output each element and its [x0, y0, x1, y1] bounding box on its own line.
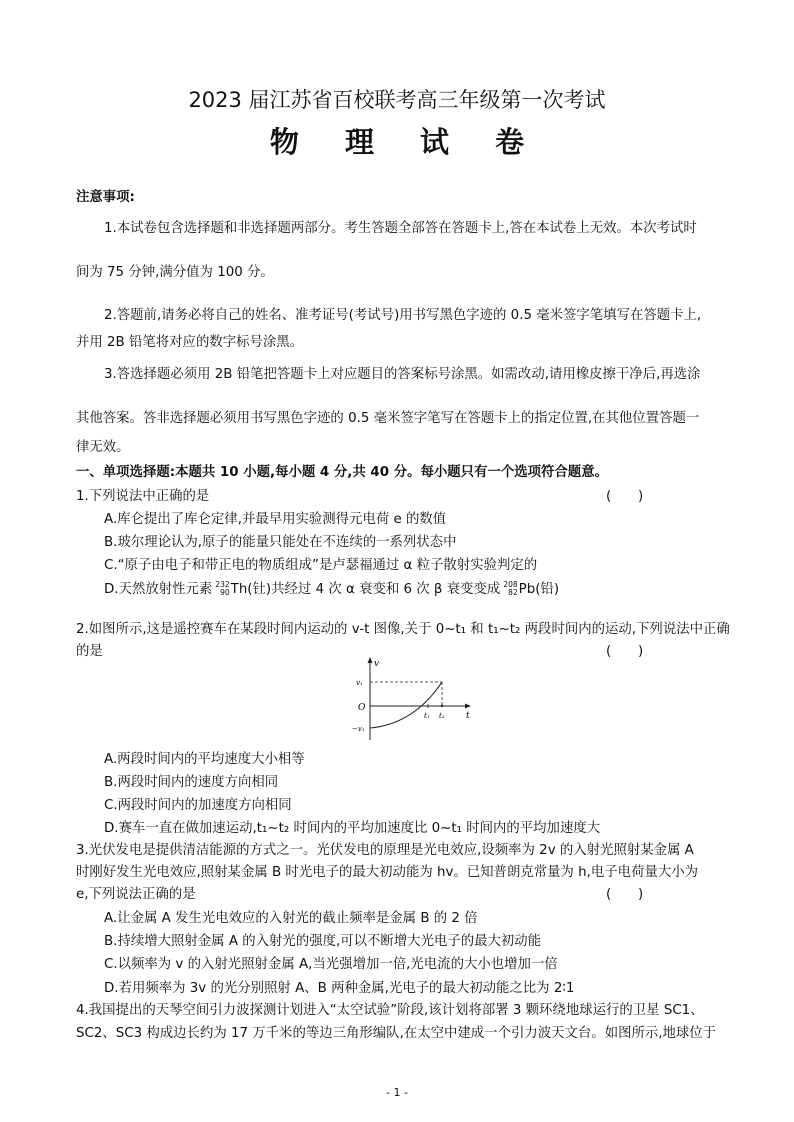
note-1-line-2: 间为 75 分钟,满分值为 100 分。	[76, 265, 274, 280]
v1-label: v₁	[356, 679, 363, 687]
q3-option-d: D.若用频率为 3v 的光分别照射 A、B 两种金属,光电子的最大初动能之比为 2∶1	[104, 981, 575, 996]
q3-stem-line-2: 时刚好发生光电效应,照射某金属 B 时光电子的最大初动能为 hv。已知普朗克常量为 h,电子电荷量大小为	[76, 865, 699, 880]
q1-option-a: A.库仑提出了库仑定律,并最早用实验测得元电荷 e 的数值	[104, 512, 447, 527]
q3-stem-line-3: e,下列说法正确的是	[76, 887, 196, 902]
q3-option-b: B.持续增大照射金属 A 的入射光的强度,可以不断增大光电子的最大初动能	[104, 934, 542, 949]
t2-point	[441, 705, 443, 707]
q1-option-c: C.“原子由电子和带正电的物质组成”是卢瑟福通过 α 粒子散射实验判定的	[104, 558, 538, 573]
thorium-atomic-number: 90	[220, 588, 230, 597]
lead-nuclide	[503, 581, 517, 597]
t1-label: t₁	[424, 712, 430, 720]
t-axis-label: t	[466, 711, 470, 721]
origin-label: O	[358, 703, 366, 713]
q1-option-d	[104, 578, 559, 597]
thorium-nuclide	[215, 581, 229, 597]
section-1-heading: 一、单项选择题:本题共 10 小题,每小题 4 分,共 40 分。每小题只有一个选项符合题意。	[76, 465, 608, 480]
q3-option-c: C.以频率为 v 的入射光照射金属 A,当光强增加一倍,光电流的大小也增加一倍	[104, 957, 558, 972]
q1-option-d-prefix: D.天然放射性元素	[104, 582, 213, 597]
q1-stem: 1.下列说法中正确的是	[76, 489, 210, 504]
note-2-line-1: 2.答题前,请务必将自己的姓名、准考证号(考试号)用书写黑色字迹的 0.5 毫米签字笔填写在答题卡上,	[104, 308, 702, 323]
q3-answer-paren: ( )	[606, 887, 644, 902]
q2-option-d: D.赛车一直在做加速运动,t₁~t₂ 时间内的平均加速度比 0~t₁ 时间内的平均加速度大	[104, 821, 601, 836]
q1-answer-paren: ( )	[606, 489, 644, 504]
lead-mass-number: 208	[503, 580, 518, 589]
note-2-line-2: 并用 2B 铅笔将对应的数字标号涂黑。	[76, 335, 304, 350]
q1-option-b: B.玻尔理论认为,原子的能量只能处在不连续的一系列状态中	[104, 535, 457, 550]
q1-option-d-middle: Th(钍)共经过 4 次 α 衰变和 6 次 β 衰变变成	[230, 582, 501, 597]
q3-option-a: A.让金属 A 发生光电效应的入射光的截止频率是金属 B 的 2 倍	[104, 911, 478, 926]
q2-stem-line-1: 2.如图所示,这是遥控赛车在某段时间内运动的 v-t 图像,关于 0~t₁ 和 t₁~t₂ 两段时间内的运动,下列说法中正确	[76, 622, 730, 637]
q1-option-d-suffix: Pb(铅)	[518, 582, 560, 597]
v-axis-label: v	[374, 659, 380, 669]
t2-label: t₂	[439, 712, 445, 720]
q2-option-a: A.两段时间内的平均速度大小相等	[104, 752, 305, 767]
v-axis-arrow	[368, 657, 373, 663]
t-axis-arrow	[465, 704, 471, 709]
q4-stem-line-2: SC2、SC3 构成边长约为 17 万千米的等边三角形编队,在太空中建成一个引力波天文台。如图所示,地球位于	[76, 1026, 717, 1041]
note-3-line-2: 其他答案。答非选择题必须用书写黑色字迹的 0.5 毫米签字笔写在答题卡上的指定位置,在其他位置答题一	[76, 411, 700, 426]
notes-heading: 注意事项:	[76, 190, 135, 205]
velocity-curve	[370, 682, 442, 728]
neg-v1-label: −v₁	[352, 725, 365, 733]
note-3-line-3: 律无效。	[76, 440, 130, 455]
q3-stem-line-1: 3.光伏发电是提供清洁能源的方式之一。光伏发电的原理是光电效应,设频率为 2v 的入射光照射某金属 A	[76, 843, 694, 858]
q2-stem-line-2: 的是	[76, 644, 103, 659]
q2-option-b: B.两段时间内的速度方向相同	[104, 775, 279, 790]
subject-title: 物 理 试 卷	[269, 125, 543, 159]
lead-atomic-number: 82	[508, 588, 518, 597]
note-3-line-1: 3.答选择题必须用 2B 铅笔把答题卡上对应题目的答案标号涂黑。如需改动,请用橡皮擦干净后,再选涂	[104, 367, 701, 382]
vt-graph	[328, 654, 478, 744]
exam-title: 2023 届江苏省百校联考高三年级第一次考试	[188, 88, 606, 112]
note-1-line-1: 1.本试卷包含选择题和非选择题两部分。考生答题全部答在答题卡上,答在本试卷上无效。本次考试时	[104, 221, 697, 236]
q2-option-c: C.两段时间内的加速度方向相同	[104, 798, 292, 813]
q2-answer-paren: ( )	[606, 644, 644, 659]
q4-stem-line-1: 4.我国提出的天琴空间引力波探测计划进入“太空试验”阶段,该计划将部署 3 颗环绕地球运行的卫星 SC1、	[76, 1003, 704, 1018]
thorium-mass-number: 232	[215, 580, 230, 589]
page-number: - 1 -	[386, 1086, 408, 1099]
